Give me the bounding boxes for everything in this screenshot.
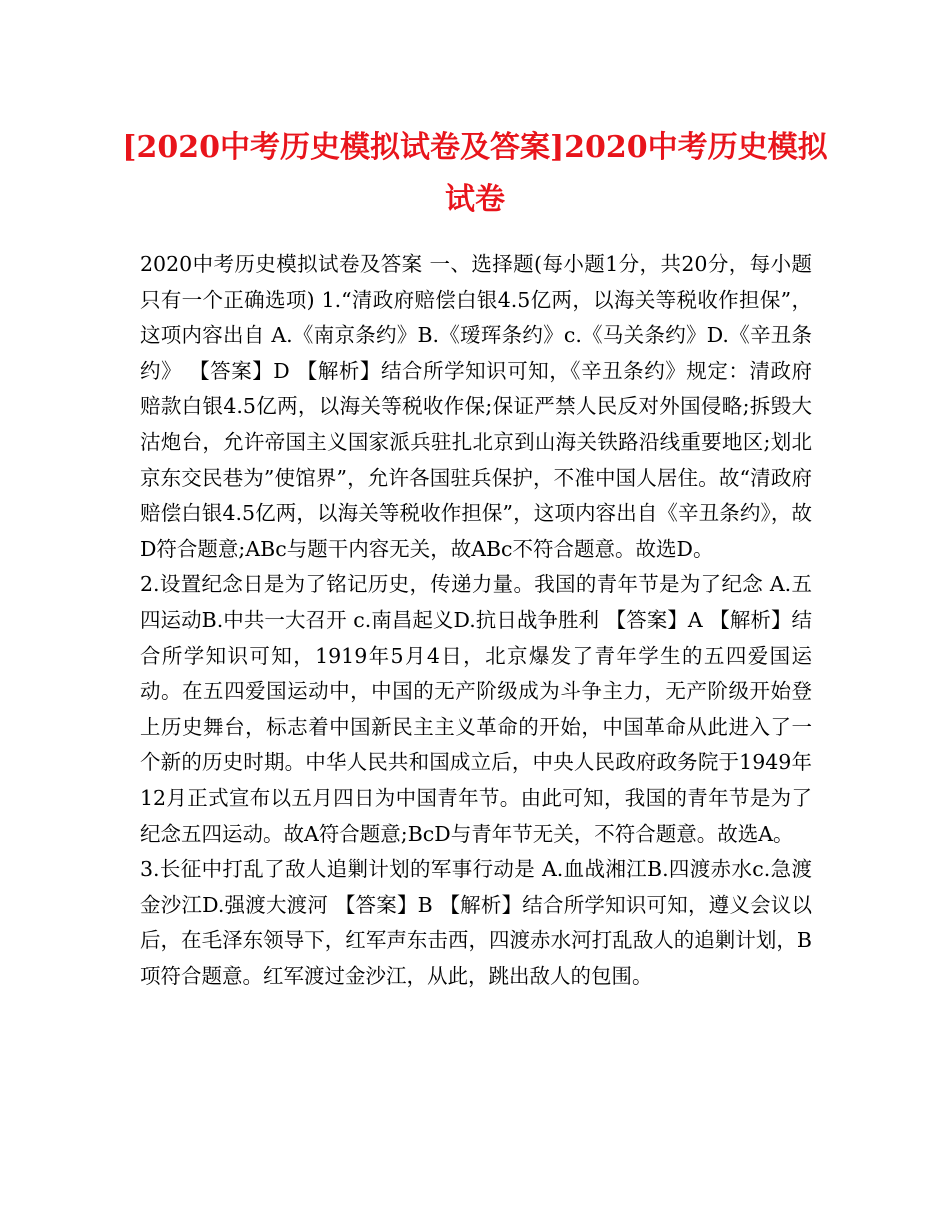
document-body <box>140 247 812 994</box>
question-1-paragraph: 2020中考历史模拟试卷及答案 一、选择题(每小题1分，共20分，每小题只有一个正确选项) 1.“清政府赔偿白银4.5亿两，以海关等税收作担保”，这项内容出自 A.《南京条约》B.《瑷珲条约》c.《马关条约》D.《辛丑条约》 【答案】D 【解析】结合所学知识可知，《辛丑条约》规定：清政府赔款白银4.5亿两，以海关等税收作保;保证严禁人民反对外国侵略;拆毁大沽炮台，允许帝国主义国家派兵驻扎北京到山海关铁路沿线重要地区;划北京东交民巷为”使馆界”，允许各国驻兵保护，不准中国人居住。故“清政府赔偿白银4.5亿两，以海关等税收作担保”，这项内容出自《辛丑条约》，故D符合题意;ABc与题干内容无关，故ABc不符合题意。故选D。 <box>140 252 812 561</box>
document-title: [2020中考历史模拟试卷及答案]2020中考历史模拟试卷 <box>122 130 828 217</box>
question-3-paragraph: 3.长征中打乱了敌人追剿计划的军事行动是 A.血战湘江B.四渡赤水c.急渡金沙江D.强渡大渡河 【答案】B 【解析】结合所学知识可知，遵义会议以后，在毛泽东领导下，红军声东击西，四渡赤水河打乱敌人的追剿计划，B项符合题意。红军渡过金沙江，从此，跳出敌人的包围。 <box>140 857 812 988</box>
question-2-paragraph: 2.设置纪念日是为了铭记历史，传递力量。我国的青年节是为了纪念 A.五四运动B.中共一大召开 c.南昌起义D.抗日战争胜利 【答案】A 【解析】结合所学知识可知，1919年5月4日，北京爆发了青年学生的五四爱国运动。在五四爱国运动中，中国的无产阶级成为斗争主力，无产阶级开始登上历史舞台，标志着中国新民主主义革命的开始，中国革命从此进入了一个新的历史时期。中华人民共和国成立后，中央人民政府政务院于1949年12月正式宣布以五月四日为中国青年节。由此可知，我国的青年节是为了纪念五四运动。故A符合题意;BcD与青年节无关，不符合题意。故选A。 <box>140 572 812 846</box>
